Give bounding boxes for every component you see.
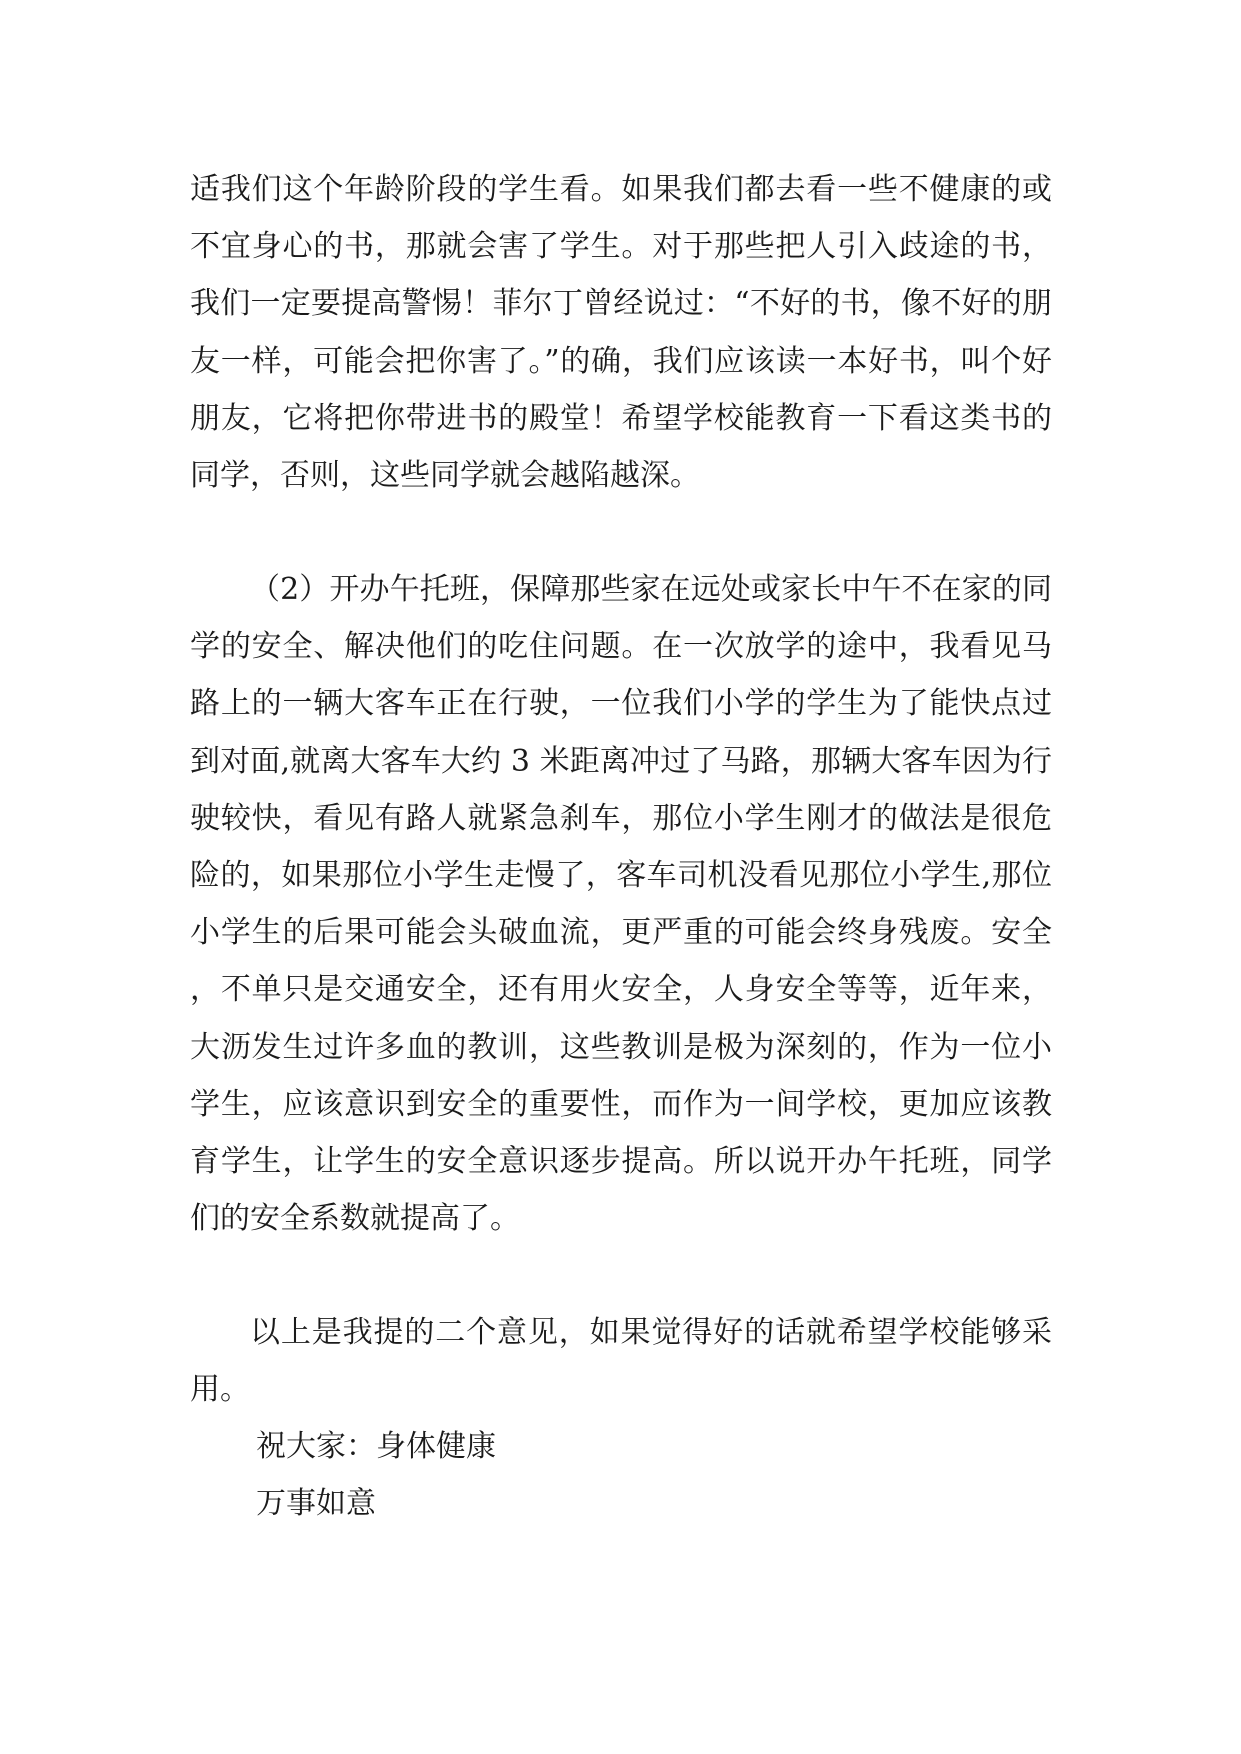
closing-wishes [190,1418,1052,1532]
body-paragraph-conclusion [190,1304,1052,1418]
paragraph-text: （2）开办午托班，保障那些家在远处或家长中午不在家的同学的安全、解决他们的吃住问题。在一次放学的途中，我看见马路上的一辆大客车正在行驶，一位我们小学的学生为了能快点过到对面,就离大客车大约 3 米距离冲过了马路，那辆大客车因为行驶较快，看见有路人就紧急刹车，那位小学生刚才的做法是很危险的，如果那位小学生走慢了，客车司机没看见那位小学生,那位小学生的后果可能会头破血流，更严重的可能会终身残废。安全，不单只是交通安全，还有用火安全，人身安全等等，近年来，大沥发生过许多血的教训，这些教训是极为深刻的，作为一位小学生，应该意识到安全的重要性，而作为一间学校，更加应该教育学生，让学生的安全意识逐步提高。所以说开办午托班，同学们的安全系数就提高了。 [190,572,1052,1237]
paragraph-text: 适我们这个年龄阶段的学生看。如果我们都去看一些不健康的或不宜身心的书，那就会害了学生。对于那些把人引入歧途的书，我们一定要提高警惕！菲尔丁曾经说过：“不好的书，像不好的朋友一样，可能会把你害了。”的确，我们应该读一本好书，叫个好朋友，它将把你带进书的殿堂！希望学校能教育一下看这类书的同学，否则，这些同学就会越陷越深。 [190,172,1052,494]
body-paragraph-continued [190,161,1052,504]
body-paragraph-point-2 [190,561,1052,1247]
closing-line-wish: 万事如意 [256,1486,376,1522]
paragraph-text: 以上是我提的二个意见，如果觉得好的话就希望学校能够采用。 [190,1315,1052,1408]
closing-line-greeting: 祝大家：身体健康 [256,1429,496,1464]
